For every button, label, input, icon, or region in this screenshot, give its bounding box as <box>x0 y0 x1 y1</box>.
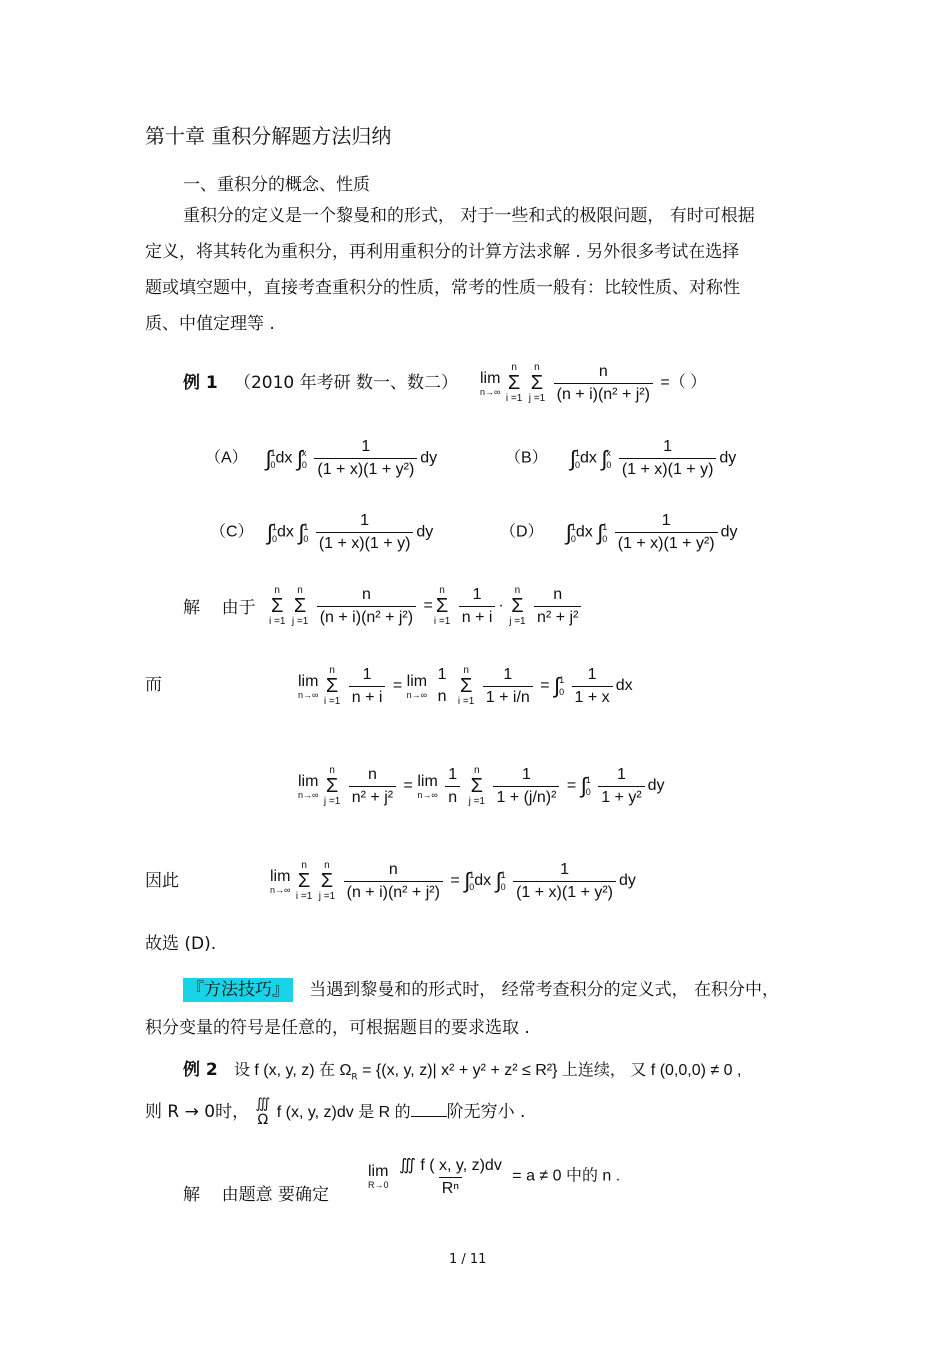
solution1-formula-4: lim n→∞ n Σ i =1 n Σ j =1 $\frac{n}{\text{(n + i)(n² + j²)}}$ = ∫ 1 0 dx ∫ 1 0 $\frac{1}{\text{(1 + x)(1 + y²)}}$ dy <box>270 860 636 902</box>
intro-line-3: 题或填空题中，直接考查重积分的性质，常考的性质一般有：比较性质、对称性 <box>145 278 740 298</box>
chapter-title: 第十章 重积分解题方法归纳 <box>145 124 392 148</box>
option-a: （A） ∫ 1 0 dx ∫ x 0 $\frac{1}{\text{(1 + x)(1 + y²)}}$ dy <box>205 438 438 478</box>
intro-line-4: 质、中值定理等 . <box>145 314 275 334</box>
option-c: （C） ∫ 1 0 dx ∫ 1 0 $\frac{1}{(1 + x)(1 + y)}$ dy <box>210 512 434 552</box>
solution1-formula-3: lim n→∞ n Σ j =1 $\frac{n}{\text{n² + j²}}$ = lim n→∞ $\frac{1}{n}$ n Σ j =1 $\frac{1}{\text{1 + (j/n)²}}$ = ∫ 1 0 $\frac{1}{\text{1 + y²}}$ dy <box>298 765 665 807</box>
tips-line-2: 积分变量的符号是任意的，可根据题目的要求选取 . <box>145 1018 530 1038</box>
solution2-label: 解 由题意 要确定 <box>183 1185 330 1205</box>
intro-line-2: 定义，将其转化为重积分，再利用重积分的计算方法求解 . 另外很多考试在选择 <box>145 242 740 262</box>
section-heading: 一、重积分的概念、性质 <box>183 175 370 195</box>
example1-formula: lim n→∞ n Σ i =1 n Σ j =1 $\frac{n}{\text{(n + i)(n² + j²)}}$ =（ ） <box>480 362 707 404</box>
option-b: （B） ∫ 1 0 dx ∫ x 0 $\frac{1}{(1 + x)(1 + y)}$ dy <box>505 438 737 478</box>
answer-blank[interactable] <box>411 1102 447 1117</box>
solution1-label: 解 由于 <box>183 598 256 618</box>
option-d: （D） ∫ 1 0 dx ∫ 1 0 $\frac{1}{\text{(1 + x)(1 + y²)}}$ dy <box>500 512 738 552</box>
example2-line-1: 例 2 设 f (x, y, z) 在 $\Omega_R = \{(x$, y, z)| x² + y² + z² ≤ R²} 上连续， 又 f (0,0,0) ≠ 0 , <box>183 1060 742 1083</box>
intro-line-1: 重积分的定义是一个黎曼和的形式， 对于一些和式的极限问题， 有时可根据 <box>183 206 755 226</box>
solution1-formula-2: lim n→∞ n Σ i =1 $\frac{1}{n + i}$ = lim n→∞ 1 n n Σ i =1 $\frac{1}{1 + i/n}$ = ∫ 1 0 $\frac{1}{1 + x}$ dx <box>298 665 633 707</box>
solution1-conclusion: 故选 (D). <box>145 934 217 954</box>
solution1-er: 而 <box>145 675 162 695</box>
solution2-formula: lim R→0 $\frac{∭ f ( x, y, z)dv}{\text{Rⁿ}}$ = a ≠ 0 中的 n . <box>368 1157 621 1197</box>
solution1-therefore: 因此 <box>145 871 179 891</box>
example1-label: 例 1 （2010 年考研 数一、数二） <box>183 373 459 393</box>
solution1-formula-1: n Σ i =1 n Σ j =1 $\frac{n}{\text{(n + i)(n² + j²)}}$ = n Σ i =1 $\frac{1}{n + i}$ · n Σ j =1 $\frac{n}{\text{n² + j²}}$ <box>268 585 584 627</box>
page-number: 1 / 11 <box>449 1252 487 1267</box>
tips-label: 『方法技巧』 <box>183 978 293 1002</box>
tips-line-1: 『方法技巧』 当遇到黎曼和的形式时， 经常考查积分的定义式， 在积分中， <box>183 972 779 1008</box>
example2-line-2: 则 R → 0时， ∭ Ω f (x, y, z)dv 是 R 的 阶无穷小 . <box>145 1096 526 1128</box>
